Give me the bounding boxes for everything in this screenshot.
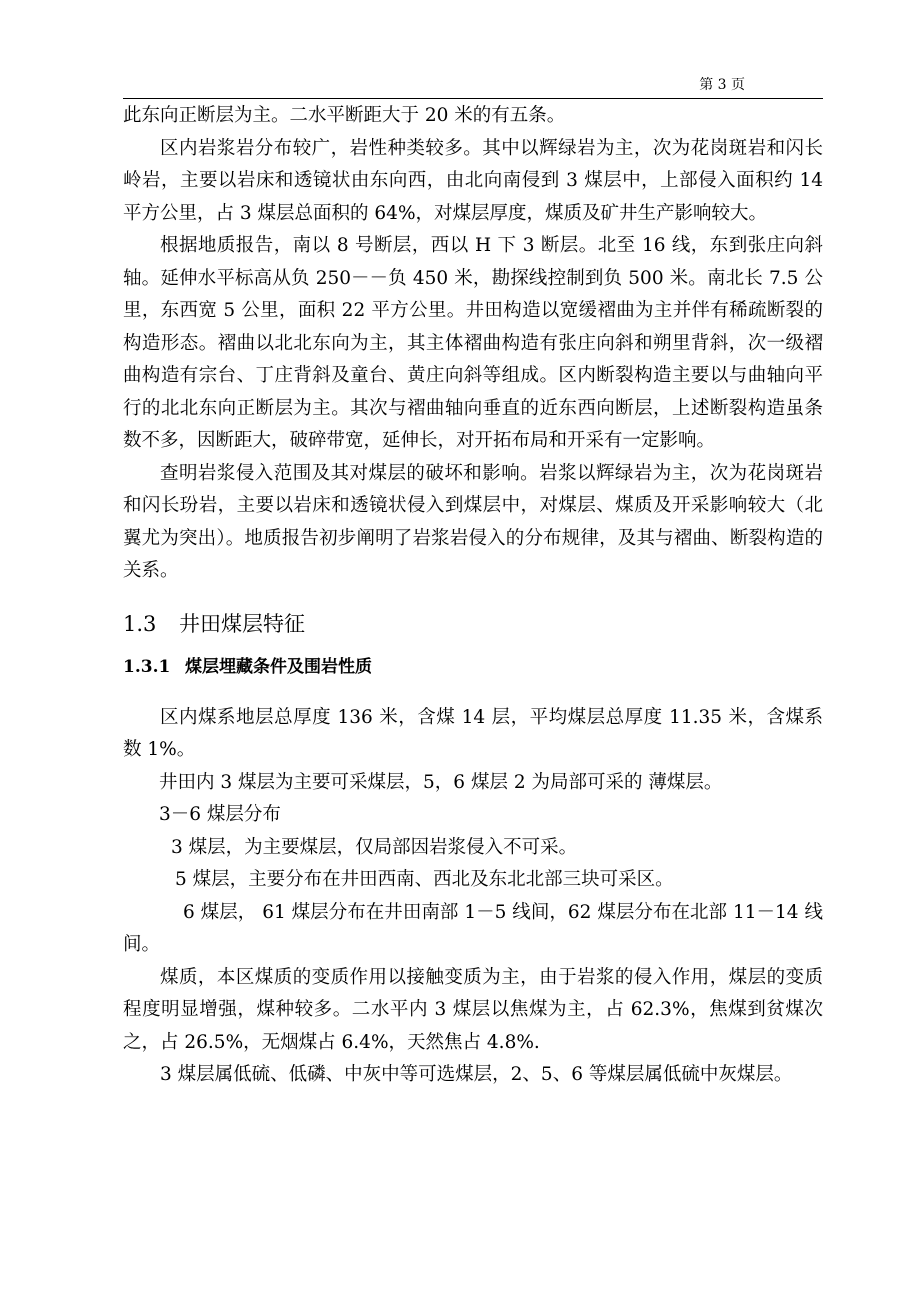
section-number: 1.3 <box>123 611 157 636</box>
paragraph-seam-3: 3 煤层，为主要煤层，仅局部因岩浆侵入不可采。 <box>171 836 578 858</box>
paragraph-seam-distribution-title: 3－6 煤层分布 <box>159 804 281 825</box>
subsection-number: 1.3.1 <box>123 656 171 677</box>
section-heading <box>123 608 823 640</box>
page-header <box>123 72 823 99</box>
paragraph-seam-5: 5 煤层，主要分布在井田西南、西北及东北北部三块可采区。 <box>175 869 674 890</box>
page-body <box>123 100 823 1092</box>
subsection-title: 煤层埋藏条件及围岩性质 <box>185 656 372 677</box>
paragraph-seam-6: 6 煤层， 61 煤层分布在井田南部 1－5 线间，62 煤层分布在北部 11－14 线间。 <box>123 901 823 955</box>
paragraph-coal-strata: 区内煤系地层总厚度 136 米，含煤 14 层，平均煤层总厚度 11.35 米，含煤系数 1%。 <box>123 706 823 760</box>
paragraph-magmatic-rock: 区内岩浆岩分布较广，岩性种类较多。其中以辉绿岩为主，次为花岗斑岩和闪长岭岩，主要以岩床和透镜状由东向西，由北向南侵到 3 煤层中，上部侵入面积约 14 平方公里，占 3 煤层总面积的 64%，对煤层厚度，煤质及矿井生产影响较大。 <box>123 137 823 224</box>
paragraph-seam-classification: 3 煤层属低硫、低磷、中灰中等可选煤层，2、5、6 等煤层属低硫中灰煤层。 <box>160 1064 793 1085</box>
paragraph-continued: 此东向正断层为主。二水平断距大于 20 米的有五条。 <box>123 105 566 126</box>
paragraph-minable-seams: 井田内 3 煤层为主要可采煤层，5，6 煤层 2 为局部可采的 薄煤层。 <box>159 771 723 793</box>
paragraph-magma-intrusion: 查明岩浆侵入范围及其对煤层的破坏和影响。岩浆以辉绿岩为主，次为花岗斑岩和闪长玢岩，主要以岩床和透镜状侵入到煤层中，对煤层、煤质及开采影响较大（北翼尤为突出）。地质报告初步阐明了岩浆岩侵入的分布规律，及其与褶曲、断裂构造的关系。 <box>123 462 823 581</box>
subsection-heading <box>123 654 823 680</box>
page-number: 第 3 页 <box>699 77 745 93</box>
paragraph-coal-quality: 煤质，本区煤质的变质作用以接触变质为主，由于岩浆的侵入作用，煤层的变质程度明显增强，煤种较多。二水平内 3 煤层以焦煤为主，占 62.3%，焦煤到贫煤次之，占 26.5%，无烟煤占 6.4%，天然焦占 4.8%. <box>123 966 823 1053</box>
paragraph-geology-report: 根据地质报告，南以 8 号断层，西以 H 下 3 断层。北至 16 线，东到张庄向斜轴。延伸水平标高从负 250－－负 450 米，勘探线控制到负 500 米。南北长 7.5 公里，东西宽 5 公里，面积 22 平方公里。井田构造以宽缓褶曲为主并伴有稀疏断裂的构造形态。褶曲以北北东向为主，其主体褶曲构造有张庄向斜和朔里背斜，次一级褶曲构造有宗台、丁庄背斜及童台、黄庄向斜等组成。区内断裂构造主要以与曲轴向平行的北北东向正断层为主。其次与褶曲轴向垂直的近东西向断层，上述断裂构造虽条数不多，因断距大，破碎带宽，延伸长，对开拓布局和开采有一定影响。 <box>123 235 823 451</box>
section-title: 井田煤层特征 <box>179 611 305 636</box>
